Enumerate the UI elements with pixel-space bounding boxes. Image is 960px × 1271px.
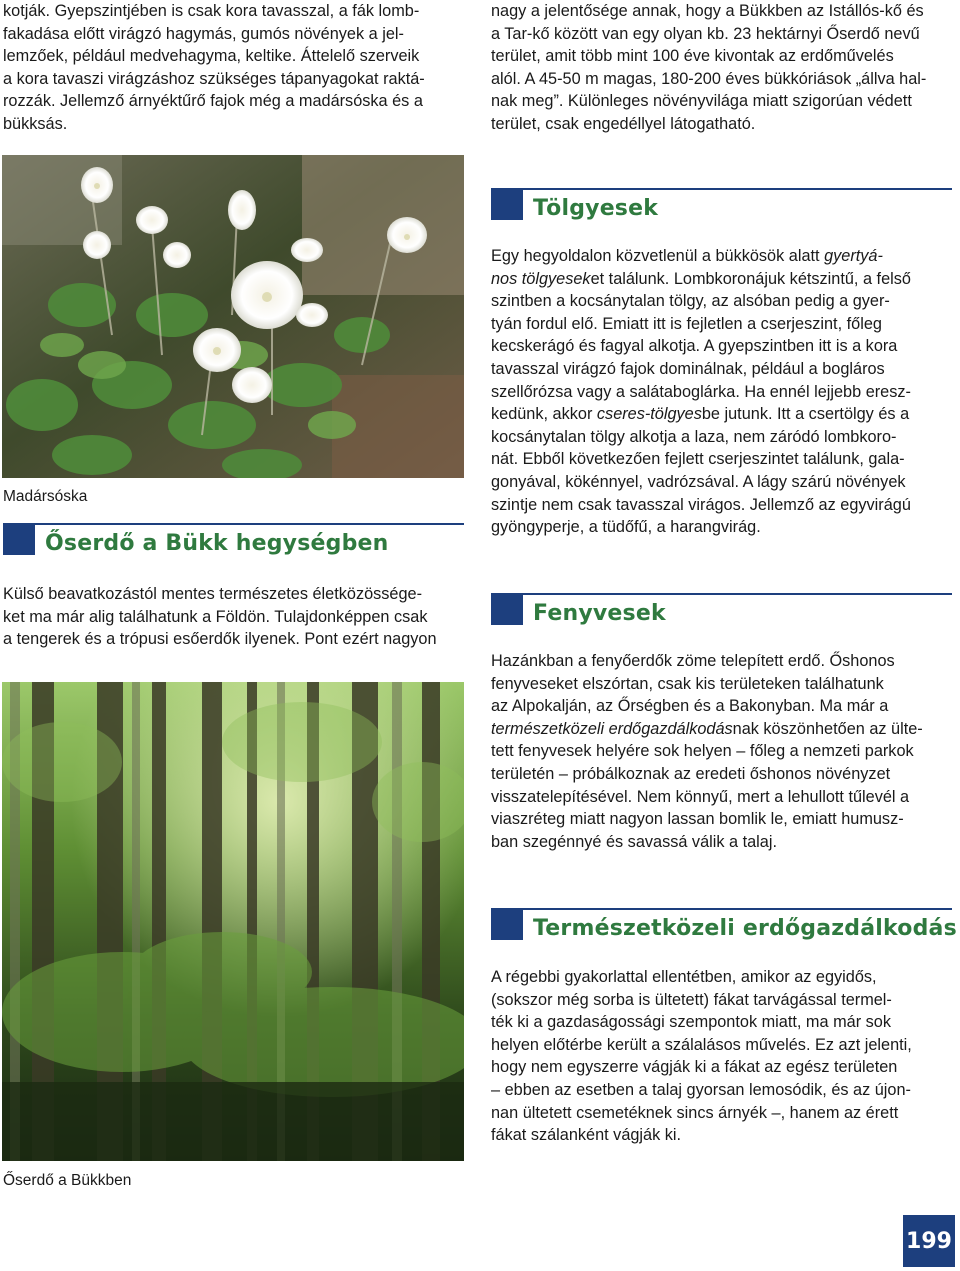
left-intro-paragraph — [3, 0, 463, 136]
photo2-caption: Őserdő a Bükkben — [3, 1172, 132, 1189]
heading-square-icon — [491, 908, 523, 940]
beech-forest-photo — [2, 682, 464, 1161]
heading-rule — [3, 523, 464, 525]
text-segment: et találunk. Lombkoronájuk kétszintű, a felső — [590, 269, 911, 288]
text-line: ban szegénnyé és savassá válik a talaj. — [491, 832, 777, 851]
heading-rule — [491, 593, 952, 595]
section-heading-fenyvesek — [491, 593, 952, 633]
text-line — [491, 268, 952, 291]
fenyvesek-paragraph — [491, 650, 952, 853]
heading-title: Tölgyesek — [533, 196, 659, 221]
tolgyesek-paragraph — [491, 245, 952, 539]
text-segment: be jutunk. Itt a csertölgy és a — [701, 405, 910, 424]
text-line: Külső beavatkozástól mentes természetes életközössége- — [3, 585, 423, 603]
heading-square-icon — [491, 593, 523, 625]
text-line: visszatelepítésével. Nem könnyű, mert a lehullott tűlevél a — [491, 787, 910, 806]
text-line — [491, 403, 952, 426]
text-line: fakadása előtt virágzó hagymás, gumós növények a jel- — [3, 24, 404, 43]
page-number: 199 — [903, 1215, 955, 1267]
text-line: A régebbi gyakorlattal ellentétben, amikor az egyidős, — [491, 968, 877, 986]
text-line: nak meg”. Különleges növényvilága miatt szigorúan védett — [491, 92, 912, 111]
text-line: kecskerágó és fagyal alkotja. A gyepszintben itt is a kora — [491, 337, 898, 356]
text-line: az Alpokalján, az Őrségben és a Bakonyban. Ma már a — [491, 697, 889, 716]
text-line: területén – próbálkoznak az eredeti őshonos növényzet — [491, 764, 891, 783]
text-line: tavasszal virágzó fajok dominálnak, például a bogláros — [491, 359, 885, 378]
right-intro-paragraph — [491, 0, 952, 136]
text-line: nát. Ebből következően fejlett cserjeszintet találunk, gala- — [491, 450, 905, 469]
heading-rule — [491, 188, 952, 190]
text-line: szintje nem csak tavasszal virágos. Jellemző az egyvirágú — [491, 495, 911, 514]
italic-term: gyertyá- — [824, 247, 883, 265]
section-heading-termeszetkozeli — [491, 908, 957, 948]
text-line: terület, csak engedéllyel látogatható. — [491, 114, 756, 133]
heading-title: Természetközeli erdőgazdálkodás — [533, 916, 957, 941]
text-line — [491, 718, 952, 741]
text-segment: kedünk, akkor — [491, 405, 593, 424]
heading-title: Őserdő a Bükk hegységben — [45, 531, 389, 556]
text-line: kocsánytalan tölgy alkotja a laza, nem záródó lombkoro- — [491, 427, 897, 446]
text-line: ték ki a gazdaságossági szempontok miatt, ma már sok — [491, 1013, 891, 1032]
section-heading-oserdo — [3, 523, 464, 563]
text-line: a kora tavaszi virágzáshoz szükséges tápanyagokat raktá- — [3, 69, 425, 88]
heading-rule — [491, 908, 952, 910]
italic-term: természetközeli erdőgazdálkodás — [491, 719, 733, 738]
section-heading-tolgyesek — [491, 188, 952, 228]
text-line: viaszréteg miatt nagyon lassan bomlik le, emiatt humusz- — [491, 810, 904, 829]
text-line: helyen előtérbe került a szálalásos művelés. Ez azt jelenti, — [491, 1035, 912, 1054]
text-line: tyán fordul elő. Emiatt itt is fejletlen a cserjeszint, főleg — [491, 314, 882, 333]
text-line: gonyával, kökénnyel, vadrózsával. A lágy szárú növények — [491, 472, 906, 491]
heading-square-icon — [3, 523, 35, 555]
text-line: alól. A 45-50 m magas, 180-200 éves bükkóriások „állva hal- — [491, 69, 927, 88]
wood-sorrel-photo — [2, 155, 464, 478]
text-line: szellőrózsa vagy a salátaboglárka. Ha ennél lejjebb eresz- — [491, 382, 911, 401]
text-segment: nak köszönhetően az ülte- — [732, 719, 923, 738]
text-line: terület, amit több mint 100 éve kivontak az erdőművelés — [491, 47, 894, 66]
text-line: hogy nem egyszerre vágják ki a fákat az egész területen — [491, 1058, 898, 1077]
text-line: nagy a jelentősége annak, hogy a Bükkben az Istállós-kő és — [491, 2, 924, 20]
text-line: a tengerek és a trópusi esőerdők ilyenek. Pont ezért nagyon — [3, 630, 437, 649]
text-line: gyöngyperje, a tüdőfű, a harangvirág. — [491, 518, 761, 537]
text-line: a Tar-kő között van egy olyan kb. 23 hektárnyi Őserdő nevű — [491, 24, 920, 43]
text-line: tett fenyvesek helyére sok helyen – főleg a nemzeti parkok — [491, 742, 914, 761]
text-segment: Egy hegyoldalon közvetlenül a bükkösök alatt — [491, 247, 820, 265]
text-line: lemzőek, például medvehagyma, keltike. Áttelelő szerveik — [3, 47, 420, 66]
text-line: Hazánkban a fenyőerdők zöme telepített erdő. Őshonos — [491, 652, 895, 670]
italic-term: nos tölgyesek — [491, 269, 591, 288]
text-line: fákat szálanként vágják ki. — [491, 1126, 682, 1145]
italic-term: cseres-tölgyes — [596, 405, 702, 424]
heading-square-icon — [491, 188, 523, 220]
termeszetkozeli-paragraph — [491, 966, 952, 1147]
text-line: rozzák. Jellemző árnyéktűrő fajok még a madársóska és a — [3, 92, 423, 111]
text-line: bükksás. — [3, 114, 68, 133]
text-line: szintben a kocsánytalan tölgy, az alsóban pedig a gyer- — [491, 292, 890, 311]
text-line: – ebben az esetben a talaj gyorsan lemosódik, és az újon- — [491, 1080, 911, 1099]
text-line: fenyveseket elszórtan, csak kis területeken találhatunk — [491, 674, 884, 693]
photo1-caption: Madársóska — [3, 488, 88, 505]
text-line: nan ültetett csemetéknek sincs árnyék –, hanem az érett — [491, 1103, 899, 1122]
text-line — [491, 245, 952, 268]
text-line: ket ma már alig találhatunk a Földön. Tulajdonképpen csak — [3, 607, 428, 626]
text-line: (sokszor még sorba is ültetett) fákat tarvágással termel- — [491, 990, 892, 1009]
heading-title: Fenyvesek — [533, 601, 666, 626]
oserdo-paragraph — [3, 583, 464, 651]
text-line: kotják. Gyepszintjében is csak kora tavasszal, a fák lomb- — [3, 2, 420, 20]
